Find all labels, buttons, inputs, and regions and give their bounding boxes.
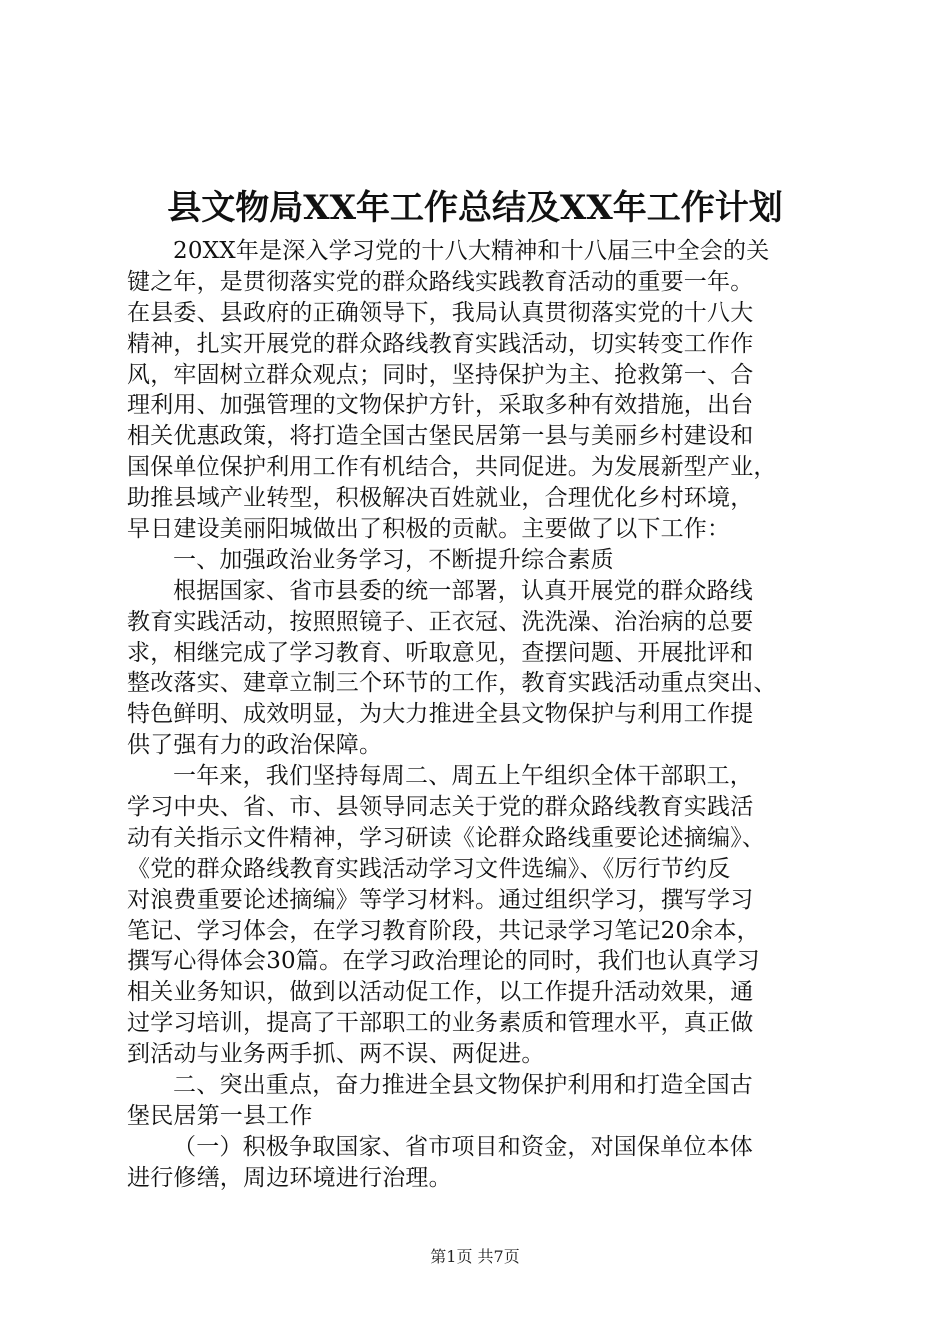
paragraph-line: 求，相继完成了学习教育、听取意见，查摆问题、开展批评和 (127, 639, 754, 666)
paragraph-line: 相关优惠政策，将打造全国古堡民居第一县与美丽乡村建设和 (127, 423, 754, 450)
paragraph-line: 到活动与业务两手抓、两不误、两促进。 (127, 1041, 545, 1068)
paragraph-line: 对浪费重要论述摘编》等学习材料。通过组织学习，撰写学习 (127, 886, 754, 913)
section-heading: 堡民居第一县工作 (127, 1102, 313, 1129)
paragraph-line: 键之年，是贯彻落实党的群众路线实践教育活动的重要一年。 (127, 268, 754, 295)
paragraph-line: 动有关指示文件精神，学习研读《论群众路线重要论述摘编》、 (127, 824, 766, 851)
section-heading: 二、突出重点，奋力推进全县文物保护利用和打造全国古 (173, 1072, 753, 1099)
paragraph-line: 助推县域产业转型，积极解决百姓就业，合理优化乡村环境， (127, 485, 754, 512)
page-footer: 第1页 共7页 (430, 1247, 520, 1266)
paragraph-line: 进行修缮，周边环境进行治理。 (127, 1164, 452, 1191)
paragraph-line: 在县委、县政府的正确领导下，我局认真贯彻落实党的十八大 (127, 299, 754, 326)
paragraph-line: 国保单位保护利用工作有机结合，共同促进。为发展新型产业， (127, 454, 777, 481)
paragraph-line: 相关业务知识，做到以活动促工作，以工作提升活动效果，通 (127, 979, 754, 1006)
paragraph-line: 风，牢固树立群众观点；同时，坚持保护为主、抢救第一、合 (127, 361, 754, 388)
paragraph-line: 精神，扎实开展党的群众路线教育实践活动，切实转变工作作 (127, 330, 754, 357)
section-heading: 一、加强政治业务学习，不断提升综合素质 (173, 546, 614, 573)
paragraph-line: 整改落实、建章立制三个环节的工作，教育实践活动重点突出、 (127, 670, 777, 697)
paragraph-line: 早日建设美丽阳城做出了积极的贡献。主要做了以下工作： (127, 516, 731, 543)
document-body (127, 236, 827, 1194)
paragraph-line: 过学习培训，提高了干部职工的业务素质和管理水平，真正做 (127, 1010, 754, 1037)
paragraph-line: 《党的群众路线教育实践活动学习文件选编》、《厉行节约反 (127, 855, 731, 882)
paragraph-line: 供了强有力的政治保障。 (127, 732, 383, 759)
paragraph-line: 20XX年是深入学习党的十八大精神和十八届三中全会的关 (173, 238, 770, 264)
paragraph-line: 理利用、加强管理的文物保护方针，采取多种有效措施，出台 (127, 392, 754, 419)
paragraph-line: 特色鲜明、成效明显，为大力推进全县文物保护与利用工作提 (127, 701, 754, 728)
paragraph-line: 学习中央、省、市、县领导同志关于党的群众路线教育实践活 (127, 794, 754, 821)
paragraph-line: 根据国家、省市县委的统一部署，认真开展党的群众路线 (173, 577, 753, 604)
paragraph-line: 笔记、学习体会，在学习教育阶段，共记录学习笔记20余本， (127, 917, 760, 944)
paragraph-line: 撰写心得体会30篇。在学习政治理论的同时，我们也认真学习 (127, 948, 760, 975)
paragraph-line: 教育实践活动，按照照镜子、正衣冠、洗洗澡、治治病的总要 (127, 608, 754, 635)
subsection-heading: （一）积极争取国家、省市项目和资金，对国保单位本体 (173, 1133, 753, 1160)
paragraph-line: 一年来，我们坚持每周二、周五上午组织全体干部职工， (173, 763, 753, 790)
document-title: 县文物局XX年工作总结及XX年工作计划 (167, 188, 783, 228)
